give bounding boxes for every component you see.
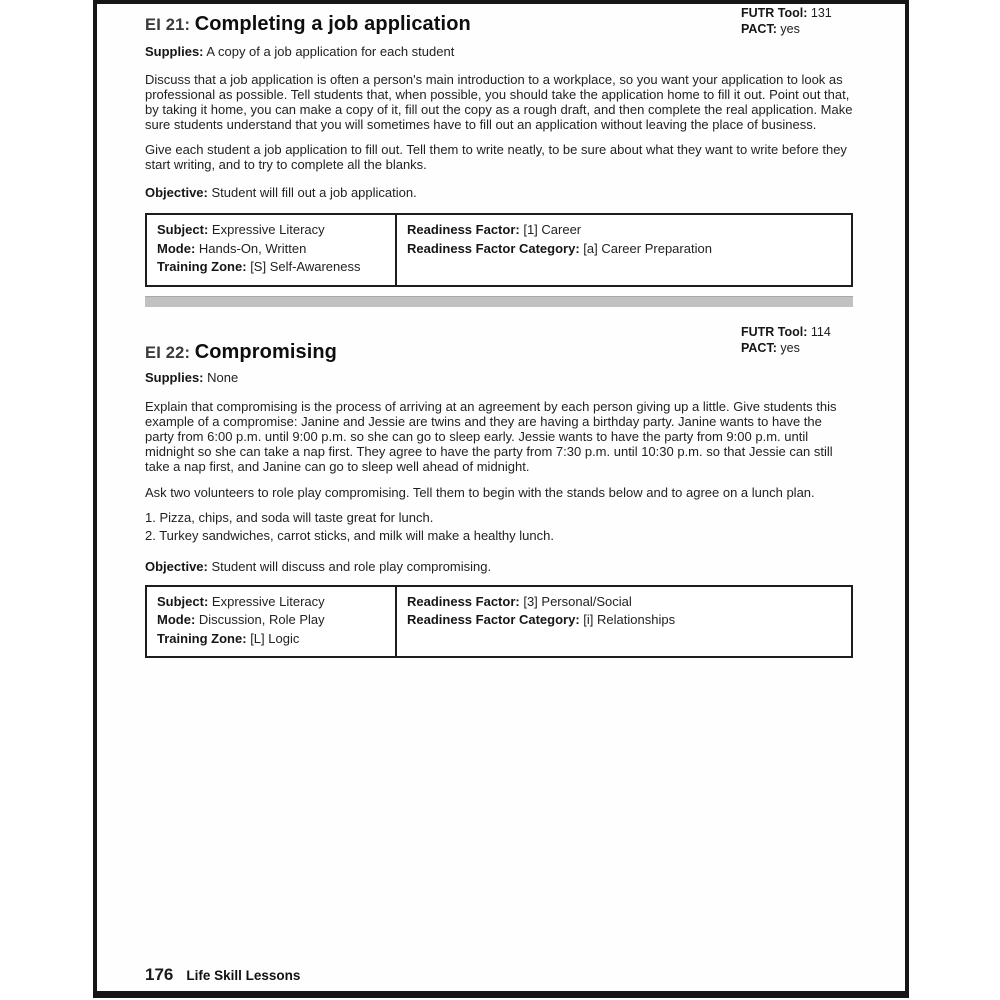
mode-value: Hands-On, Written	[198, 240, 307, 256]
training-zone-value: [L] Logic	[250, 630, 300, 646]
page-number: 176	[145, 965, 174, 984]
page-content	[97, 4, 905, 991]
section-title-line	[145, 4, 471, 36]
objective-value: Student will discuss and role play compromising.	[211, 558, 492, 574]
mode-line	[157, 611, 385, 630]
training-zone-label: Training Zone:	[157, 630, 247, 646]
mode-line	[157, 240, 385, 259]
section-title: Compromising	[194, 340, 338, 363]
paragraph: Give each student a job application to fill out. Tell them to write neatly, to be sure about what they want to write before they start writing, and to try to complete all the blanks.	[145, 142, 847, 172]
subject-line	[157, 593, 385, 612]
page-footer	[145, 965, 300, 985]
readiness-category-line	[407, 240, 841, 259]
supplies-line	[145, 44, 853, 59]
info-table	[145, 213, 853, 287]
book-title: Life Skill Lessons	[186, 968, 301, 983]
table-cell-right	[397, 587, 851, 657]
objective-line	[145, 185, 853, 200]
training-zone-line	[157, 258, 385, 277]
readiness-factor-value: [3] Personal/Social	[523, 593, 632, 609]
futr-tool-label: FUTR Tool:	[741, 324, 808, 339]
futr-tool-line	[741, 324, 853, 340]
subject-label: Subject:	[157, 222, 209, 237]
table-cell-left	[147, 215, 397, 285]
futr-tool-label: FUTR Tool:	[741, 6, 808, 20]
pact-value: yes	[780, 340, 800, 355]
section-title-line	[145, 324, 337, 364]
training-zone-value: [S] Self-Awareness	[250, 259, 361, 274]
futr-pact-block	[741, 4, 853, 37]
mode-value: Discussion, Role Play	[198, 612, 325, 627]
readiness-category-line	[407, 611, 841, 630]
paragraph: Explain that compromising is the process of arriving at an agreement by each person giving up a little. Give students this example of a compromise: Janine and Jessie are twins and they are having a birthday party. Janine wants to have the party from 6:00 p.m. until 9:00 p.m. so she can go to sleep early. Jessie wants to have the party from 9:00 p.m. until midnight so she can take a nap first. They agree to have the party from 7:30 p.m. until 10:30 p.m. so that Jessie can still take a nap first, and Janine can go to sleep well ahead of midnight.	[145, 398, 837, 474]
supplies-label: Supplies:	[145, 44, 204, 59]
subject-value: Expressive Literacy	[211, 593, 325, 609]
section-header	[145, 324, 853, 364]
objective-line	[145, 559, 853, 574]
supplies-line	[145, 370, 853, 385]
pact-value: yes	[780, 22, 800, 36]
section-title: Completing a job application	[194, 13, 471, 35]
objective-label: Objective:	[145, 558, 208, 574]
supplies-value: A copy of a job application for each student	[206, 44, 455, 59]
section-divider-bar	[145, 296, 853, 307]
readiness-category-value: [a] Career Preparation	[583, 240, 712, 256]
readiness-factor-value: [1] Career	[523, 222, 582, 237]
mode-label: Mode:	[157, 612, 196, 627]
pact-line	[741, 340, 853, 356]
subject-line	[157, 221, 385, 240]
objective-label: Objective:	[145, 185, 208, 200]
readiness-category-label: Readiness Factor Category:	[407, 240, 580, 256]
readiness-factor-line	[407, 221, 841, 240]
list-item: 2. Turkey sandwiches, carrot sticks, and milk will make a healthy lunch.	[145, 527, 554, 543]
pact-label: PACT:	[741, 340, 777, 355]
table-cell-left	[147, 587, 397, 657]
futr-tool-value: 114	[810, 324, 831, 339]
objective-value: Student will fill out a job application.	[211, 185, 417, 200]
training-zone-line	[157, 630, 385, 649]
readiness-factor-label: Readiness Factor:	[407, 222, 520, 237]
section-ei22	[145, 324, 853, 659]
readiness-factor-label: Readiness Factor:	[407, 593, 520, 609]
section-ei21	[145, 4, 853, 287]
info-table	[145, 585, 853, 659]
paragraph: Discuss that a job application is often a person's main introduction to a workplace, so you want your application to look as professional as possible. Tell students that, when possible, you should take the application home to fill it out. Point out that, by taking it home, you can make a copy of it, fill out the copy as a rough draft, and then complete the real application. Make sure students understand that you will sometimes have to fill out an application without leaving the place of business.	[145, 72, 853, 132]
table-cell-right	[397, 215, 851, 285]
training-zone-label: Training Zone:	[157, 259, 247, 274]
scanned-book-page	[93, 0, 909, 998]
mode-label: Mode:	[157, 240, 196, 256]
futr-tool-value: 131	[810, 6, 832, 20]
futr-pact-block	[741, 324, 853, 356]
readiness-factor-line	[407, 593, 841, 612]
numbered-list	[145, 509, 853, 545]
readiness-category-value: [i] Relationships	[583, 612, 676, 627]
section-code: EI 22:	[145, 343, 191, 362]
paragraph: Ask two volunteers to role play compromising. Tell them to begin with the stands below and to agree on a lunch plan.	[145, 484, 815, 500]
pact-label: PACT:	[741, 22, 777, 36]
supplies-label: Supplies:	[145, 369, 204, 385]
section-code: EI 21:	[145, 16, 191, 34]
subject-value: Expressive Literacy	[211, 222, 325, 237]
supplies-value: None	[207, 369, 239, 385]
section-header	[145, 4, 853, 37]
subject-label: Subject:	[157, 593, 209, 609]
futr-tool-line	[741, 5, 853, 21]
readiness-category-label: Readiness Factor Category:	[407, 612, 580, 627]
pact-line	[741, 21, 853, 37]
list-item: 1. Pizza, chips, and soda will taste great for lunch.	[145, 509, 434, 525]
